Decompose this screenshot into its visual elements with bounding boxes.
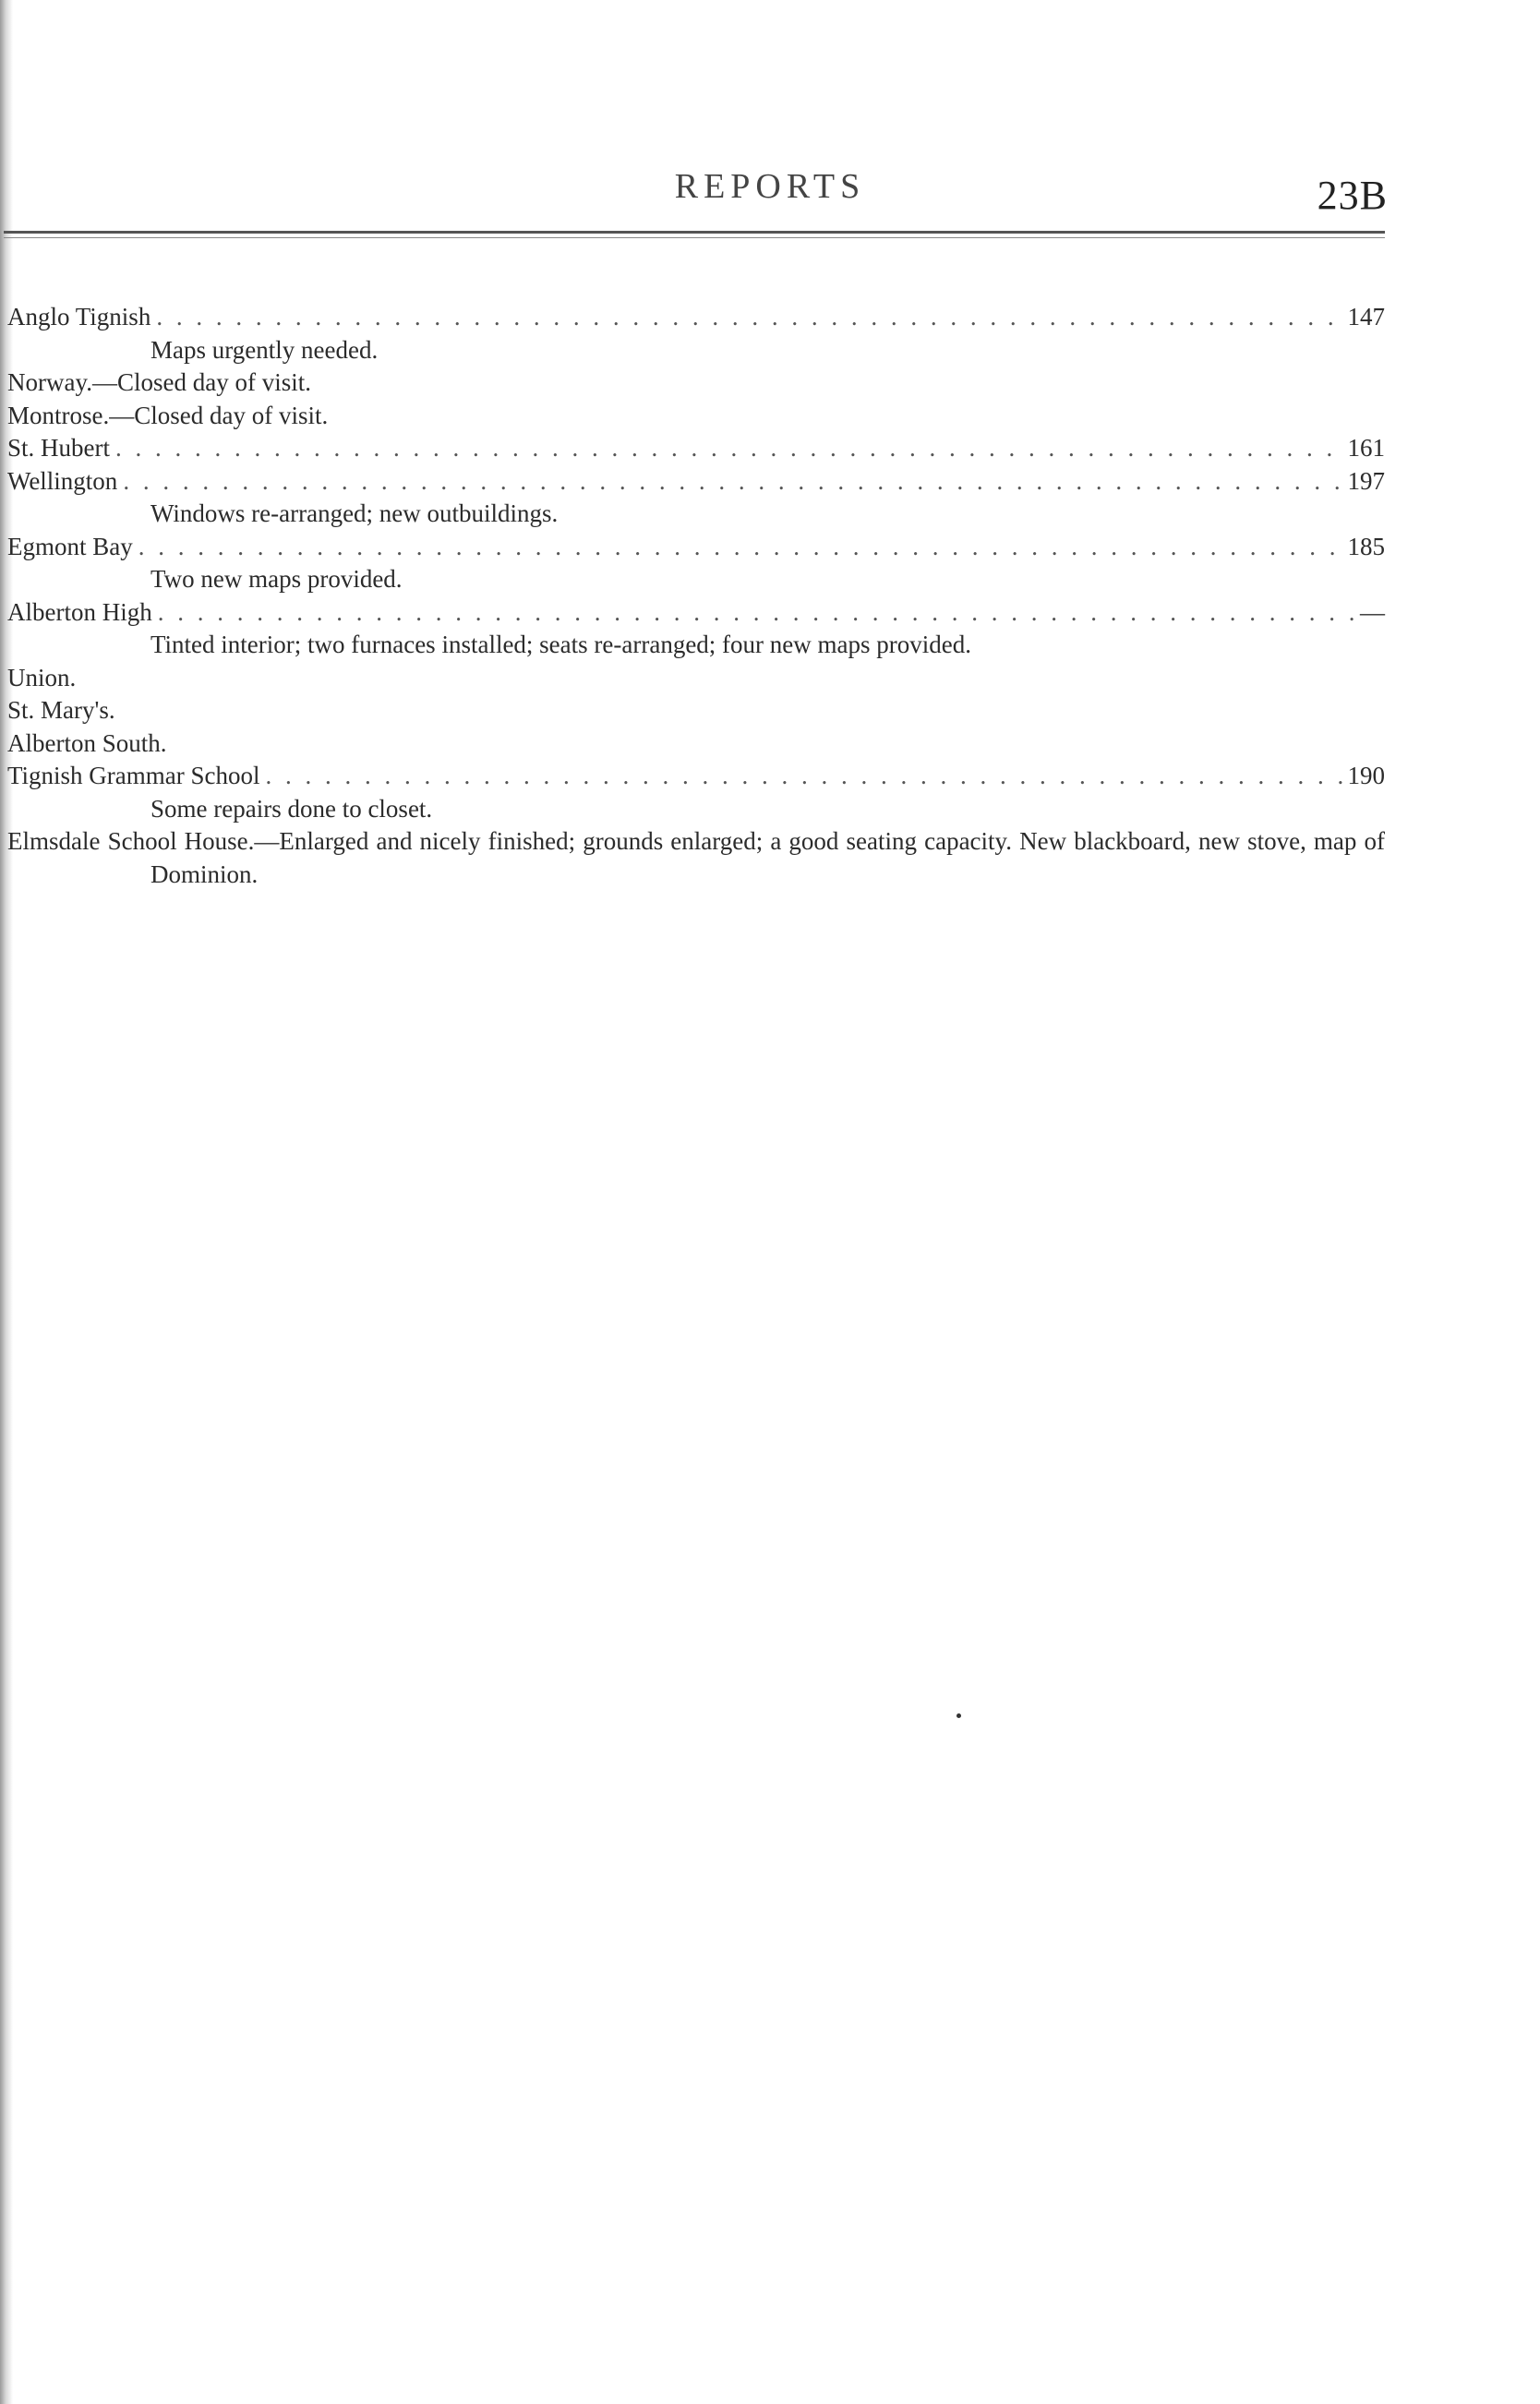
list-item — [7, 301, 1385, 367]
list-item — [7, 596, 1385, 662]
school-report-list — [7, 301, 1385, 891]
school-name: Tignish Grammar School — [7, 762, 260, 789]
school-entry-text: St. Mary's. — [7, 696, 115, 724]
school-number: 197 — [1347, 466, 1385, 495]
school-name: Anglo Tignish — [7, 303, 151, 331]
list-item — [7, 531, 1385, 596]
list-item — [7, 400, 1385, 433]
school-note: Windows re-arranged; new outbuildings. — [150, 499, 559, 527]
school-entry-text: Montrose.—Closed day of visit. — [7, 401, 329, 429]
school-name: Alberton High — [7, 597, 152, 626]
school-name: Wellington — [7, 466, 118, 495]
school-note: Some repairs done to closet. — [150, 794, 433, 823]
school-name: St. Hubert — [7, 434, 110, 462]
dot-leader — [266, 760, 1342, 793]
list-item — [7, 432, 1385, 465]
school-number: — — [1360, 597, 1385, 626]
school-number: 161 — [1347, 434, 1385, 462]
list-item — [7, 727, 1385, 761]
page-number: 23B — [1317, 173, 1388, 218]
dot-leader — [156, 301, 1341, 334]
school-number: 190 — [1347, 762, 1385, 789]
header-rule — [4, 231, 1385, 234]
school-number: 147 — [1347, 303, 1385, 331]
dot-leader — [158, 596, 1354, 630]
school-note: Two new maps provided. — [150, 565, 403, 593]
dot-leader — [123, 465, 1341, 499]
list-item — [7, 367, 1385, 400]
header-rule-thin — [4, 237, 1385, 238]
print-speck — [956, 1713, 961, 1718]
list-item — [7, 760, 1385, 825]
dot-leader — [138, 531, 1342, 564]
list-item — [7, 465, 1385, 531]
school-note: Maps urgently needed. — [150, 335, 379, 364]
school-number: 185 — [1347, 532, 1385, 560]
school-entry-text: Norway.—Closed day of visit. — [7, 368, 311, 396]
dot-leader — [115, 432, 1342, 465]
list-item — [7, 694, 1385, 727]
school-entry-text: Alberton South. — [7, 728, 167, 757]
list-item — [7, 662, 1385, 695]
school-note: Tinted interior; two furnaces installed; seats re-arranged; four new maps provided. — [150, 631, 971, 658]
school-entry-text: Union. — [7, 663, 77, 691]
school-name: Egmont Bay — [7, 532, 133, 560]
running-header-title: REPORTS — [674, 167, 866, 206]
list-item — [7, 825, 1385, 891]
school-entry-text: Elmsdale School House.—Enlarged and nicely finished; grounds enlarged; a good seating capacity. New blackboard, new stove, map of Dominion. — [7, 827, 1385, 888]
